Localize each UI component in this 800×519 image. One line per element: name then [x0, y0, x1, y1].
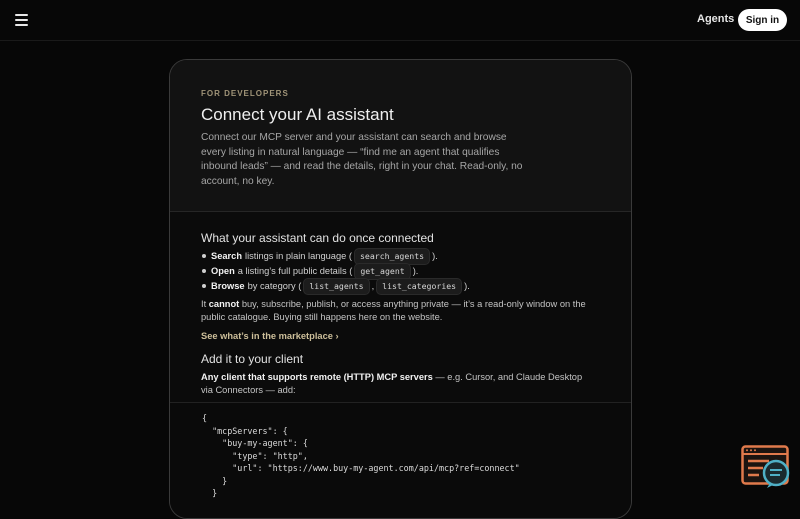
item-end: ). — [432, 251, 438, 261]
client-description — [201, 371, 591, 397]
eyebrow-label: FOR DEVELOPERS — [201, 89, 289, 98]
code-pill: list_agents — [303, 278, 369, 295]
config-code[interactable]: { "mcpServers": { "buy-my-agent": { "type": "http", "url": "https://www.buy-my-agent.com/api/mcp?ref=connect" } } — [202, 413, 520, 498]
connect-card — [169, 59, 632, 519]
client-title: Add it to your client — [201, 352, 304, 366]
capabilities-title: What your assistant can do once connected — [201, 231, 434, 245]
item-text: listings in plain language ( — [245, 251, 352, 261]
note-post: buy, subscribe, publish, or access anything private — it’s a read-only window on the public catalogue. Buying still happens here on the website. — [201, 299, 586, 322]
note-pre: It — [201, 299, 207, 309]
sign-in-button[interactable]: Sign in — [738, 9, 787, 31]
item-text: by category ( — [247, 281, 302, 291]
note-bold: cannot — [208, 299, 240, 309]
list-item — [201, 264, 601, 279]
card-intro: Connect our MCP server and your assistant can search and browse every listing in natural language — “find me an agent that qualifies inbound leads” — and read the details, right in your chat. Read-only, no account, no key. — [201, 132, 523, 187]
read-only-note — [201, 298, 591, 324]
list-item — [201, 279, 601, 294]
item-bold: Open — [211, 266, 235, 276]
item-end: ). — [464, 281, 470, 291]
capabilities-list — [201, 249, 601, 294]
chat-widget-icon[interactable] — [741, 445, 791, 489]
code-pill: list_categories — [376, 278, 462, 295]
list-item — [201, 249, 601, 264]
top-bar — [0, 0, 800, 41]
client-desc-bold: Any client that supports remote (HTTP) MCP servers — [201, 372, 433, 382]
item-sep: , — [371, 281, 375, 291]
item-text: a listing’s full public details ( — [237, 266, 353, 276]
item-bold: Search — [211, 251, 243, 261]
item-end: ). — [412, 266, 419, 276]
nav-agents-link[interactable]: Agents — [697, 13, 735, 25]
code-pill: get_agent — [354, 263, 410, 280]
marketplace-link[interactable]: See what’s in the marketplace › — [201, 331, 339, 341]
item-bold: Browse — [211, 281, 245, 291]
card-title: Connect your AI assistant — [201, 105, 394, 124]
config-code-block[interactable] — [170, 402, 631, 519]
code-pill: search_agents — [354, 248, 430, 265]
card-header — [170, 60, 631, 212]
client-desc-rest: — e.g. Cursor, and Claude Desktop via Connectors — add: — [201, 372, 583, 395]
hamburger-menu-icon[interactable] — [15, 11, 33, 29]
